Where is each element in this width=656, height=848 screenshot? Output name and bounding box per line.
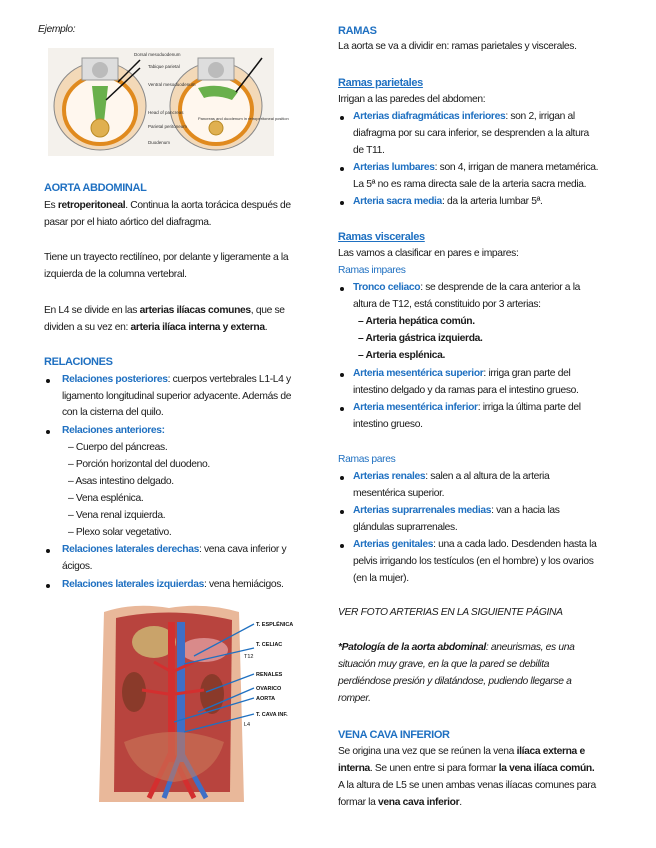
lumbares-line2: La 5ª no es rama directa sale de la arteria sacra media. [353, 179, 587, 190]
vena-cava-line3: A la altura de L5 se unen ambas venas ilíacas comunes para [338, 780, 596, 791]
aorta-abdominal-title: AORTA ABDOMINAL [44, 182, 147, 194]
genitales-line3: (en la mujer). [353, 573, 409, 584]
peritoneum-diagram [48, 48, 289, 156]
rel-anterior-item: – Plexo solar vegetativo. [68, 527, 172, 538]
patologia-line4: romper. [338, 693, 371, 704]
fig1-label-ventral: Ventral mesoduodenum [148, 82, 196, 87]
tronco-celiaco-line1: Tronco celiaco: se desprende de la cara anterior a la [353, 282, 581, 293]
vena-cava-line2: interna. Se unen entre si para formar la vena ilíaca común. [338, 763, 595, 774]
rel-anterior-item: – Cuerpo del páncreas. [68, 442, 168, 453]
celiaco-branch-item: – Arteria esplénica. [358, 350, 446, 361]
rel-posteriores-line2: ligamento longitudinal superior adyacente. Además de [62, 391, 292, 402]
celiaco-branch-item: – Arteria hepática común. [358, 316, 475, 327]
rel-anteriores-label: Relaciones anteriores: [62, 425, 165, 436]
renales-line2: mesentérica superior. [353, 488, 445, 499]
bullet-icon [340, 116, 344, 120]
fig1-label-dorsal: Dorsal mesoduodenum [134, 52, 181, 57]
ramas-parietales-intro: Irrigan a las paredes del abdomen: [338, 94, 486, 105]
vena-cava-title: VENA CAVA INFERIOR [338, 729, 450, 741]
rel-anterior-item: – Porción horizontal del duodeno. [68, 459, 210, 470]
rel-posteriores-line3: con la cisterna del quilo. [62, 407, 164, 418]
bullet-icon [340, 287, 344, 291]
bullet-icon [340, 510, 344, 514]
vena-cava-line4: formar la vena cava inferior. [338, 797, 462, 808]
example-label: Ejemplo: [38, 24, 76, 35]
ramas-viscerales-intro: Las vamos a clasificar en pares e impares: [338, 248, 519, 259]
mesenterica-superior-line2: intestino delgado y da ramas para el intestino grueso. [353, 385, 579, 396]
patologia-line1: *Patología de la aorta abdominal: aneurismas, es una [338, 642, 575, 653]
fig2-label-renales: RENALES [256, 672, 283, 678]
aorta-p3-line2: dividen a su vez en: arteria ilíaca interna y externa. [44, 322, 268, 333]
rel-posteriores-line1: Relaciones posteriores: cuerpos vertebrales L1-L4 y [62, 374, 291, 385]
ramas-title: RAMAS [338, 25, 377, 37]
aorta-p3-line1: En L4 se divide en las arterias ilíacas comunes, que se [44, 305, 285, 316]
bullet-icon [340, 167, 344, 171]
suprarrenales-line2: glándulas suprarrenales. [353, 522, 458, 533]
diafragmaticas-line1: Arterias diafragmáticas inferiores: son 2, irrigan al [353, 111, 575, 122]
rel-anterior-item: – Vena esplénica. [68, 493, 144, 504]
vena-cava-line1: Se origina una vez que se reúnen la vena ilíaca externa e [338, 746, 585, 757]
bullet-icon [340, 476, 344, 480]
fig1-label-duodenum: Duodenum [148, 140, 171, 145]
rel-anterior-item: – Asas intestino delgado. [68, 476, 174, 487]
diafragmaticas-line3: de T11. [353, 145, 385, 156]
mesenterica-inferior-line1: Arteria mesentérica inferior: irriga la última parte del [353, 402, 581, 413]
genitales-line2: pelvis irrigando los testículos (en el hombre) y los ovarios [353, 556, 594, 567]
bullet-icon [46, 379, 50, 383]
rel-derechas-line1: Relaciones laterales derechas: vena cava inferior y [62, 544, 287, 555]
fig2-label-cava: T. CAVA INF. [256, 712, 288, 718]
fig2-label-l4: L4 [244, 722, 251, 728]
fig2-label-t12: T12 [244, 654, 254, 660]
fig2-label-esplenica: T. ESPLÉNICA [256, 622, 294, 628]
fig1-label-tabique: Tabique parietal [148, 64, 180, 69]
bullet-icon [340, 201, 344, 205]
bullet-icon [340, 373, 344, 377]
fig1-label-retroperitoneal: Pancreas and duodenum in retroperitoneal position [198, 116, 289, 121]
ver-foto-note: VER FOTO ARTERIAS EN LA SIGUIENTE PÁGINA [338, 607, 563, 618]
celiaco-branch-item: – Arteria gástrica izquierda. [358, 333, 483, 344]
renales-line1: Arterias renales: salen a al altura de la arteria [353, 471, 550, 482]
bullet-icon [46, 584, 50, 588]
fig1-label-parietal: Parietal peritoneum [148, 124, 188, 129]
aorta-p1-line1: Es retroperitoneal. Continua la aorta torácica después de [44, 200, 291, 211]
ramas-viscerales-title: Ramas viscerales [338, 231, 425, 243]
fig2-label-celiac: T. CELIAC [256, 642, 283, 648]
ramas-pares-label: Ramas pares [338, 454, 396, 465]
diafragmaticas-line2: diafragma por su cara inferior, se desprenden a la altura [353, 128, 589, 139]
ramas-parietales-title: Ramas parietales [338, 77, 423, 89]
aorta-p1-line2: pasar por el hiato aórtico del diafragma. [44, 217, 212, 228]
mesenterica-superior-line1: Arteria mesentérica superior: irriga gran parte del [353, 368, 571, 379]
fig2-label-aorta: AORTA [256, 696, 276, 702]
sacra-media-line1: Arteria sacra media: da la arteria lumbar 5ª. [353, 196, 543, 207]
abdominal-anatomy-illustration [94, 602, 324, 806]
rel-izquierdas-line1: Relaciones laterales izquierdas: vena hemiácigos. [62, 579, 284, 590]
rel-anterior-item: – Vena renal izquierda. [68, 510, 166, 521]
genitales-line1: Arterias genitales: una a cada lado. Desdenden hasta la [353, 539, 597, 550]
relaciones-title: RELACIONES [44, 356, 113, 368]
lumbares-line1: Arterias lumbares: son 4, irrigan de manera metamérica. [353, 162, 599, 173]
aorta-p2-line2: izquierda de la columna vertebral. [44, 269, 187, 280]
tronco-celiaco-line2: altura de T12, está constituido por 3 arterias: [353, 299, 541, 310]
ramas-impares-label: Ramas impares [338, 265, 406, 276]
bullet-icon [340, 407, 344, 411]
bullet-icon [46, 430, 50, 434]
bullet-icon [46, 549, 50, 553]
rel-derechas-line2: ácigos. [62, 561, 93, 572]
mesenterica-inferior-line2: intestino grueso. [353, 419, 423, 430]
ramas-text: La aorta se va a dividir en: ramas parietales y viscerales. [338, 41, 577, 52]
fig2-label-ovarico: OVARICO [256, 686, 282, 692]
aorta-p2-line1: Tiene un trayecto rectilíneo, por delante y ligeramente a la [44, 252, 289, 263]
patologia-line3: perdiéndose presión y dilatándose, pudiendo llegarse a [338, 676, 572, 687]
suprarrenales-line1: Arterias suprarrenales medias: van a hacia las [353, 505, 560, 516]
bullet-icon [340, 544, 344, 548]
patologia-line2: situación muy grave, en la que la pared se debilita [338, 659, 550, 670]
fig1-label-pancreas: Head of pancreas [148, 110, 184, 115]
